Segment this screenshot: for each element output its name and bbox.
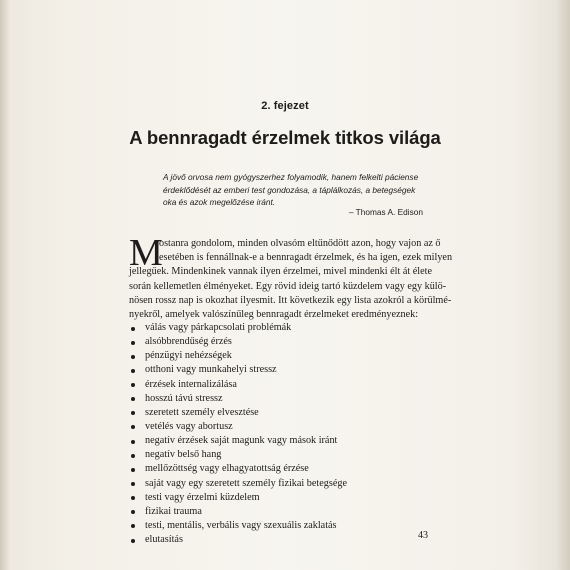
list-item-text: negatív belső hang xyxy=(145,449,222,461)
list-item xyxy=(129,434,429,448)
bullet-icon xyxy=(131,425,135,429)
list-item-text: testi vagy érzelmi küzdelem xyxy=(145,491,260,503)
list-item-text: testi, mentális, verbális vagy szexuális zaklatás xyxy=(145,519,337,531)
list-item xyxy=(129,491,429,505)
bullet-icon xyxy=(131,327,135,331)
list-item-text: fizikai trauma xyxy=(145,505,202,517)
list-item xyxy=(129,321,429,335)
list-item xyxy=(129,406,429,420)
bullet-icon xyxy=(131,369,135,373)
list-item xyxy=(129,448,429,462)
drop-cap: M xyxy=(129,232,163,274)
epigraph xyxy=(163,171,425,209)
body-line: során kellemetlen élményeket. Egy rövid ideig tartó küzdelem vagy egy külö- xyxy=(129,280,447,292)
list-item xyxy=(129,462,429,476)
list-item-text: érzések internalizálása xyxy=(145,378,237,390)
epigraph-line: oka és azok megelőzése iránt. xyxy=(163,197,276,207)
list-item-text: alsóbbrendűség érzés xyxy=(145,336,232,348)
list-item-text: negatív érzések saját magunk vagy mások iránt xyxy=(145,435,338,447)
bullet-icon xyxy=(131,355,135,359)
list-item-text: hosszú távú stressz xyxy=(145,392,223,404)
list-item xyxy=(129,349,429,363)
bullet-icon xyxy=(131,524,135,528)
bullet-icon xyxy=(131,397,135,401)
bullet-icon xyxy=(131,341,135,345)
chapter-label: 2. fejezet xyxy=(261,100,309,112)
bullet-list xyxy=(129,321,429,547)
bullet-icon xyxy=(131,454,135,458)
list-item-text: elutasítás xyxy=(145,534,183,546)
list-item xyxy=(129,335,429,349)
body-line: nösen rossz nap is okozhat ilyesmit. Itt következik egy lista azokról a körülmé- xyxy=(129,294,452,306)
list-item xyxy=(129,477,429,491)
bullet-icon xyxy=(131,510,135,514)
chapter-title: A bennragadt érzelmek titkos világa xyxy=(129,127,441,148)
list-item-text: saját vagy egy szeretett személy fizikai betegsége xyxy=(145,477,347,489)
body-paragraph xyxy=(129,237,453,322)
body-line: jellegűek. Mindenkinek vannak ilyen érzelmei, mivel mindenki élt át élete xyxy=(129,266,432,278)
list-item xyxy=(129,519,429,533)
list-item-text: válás vagy párkapcsolati problémák xyxy=(145,322,292,333)
list-item-text: otthoni vagy munkahelyi stressz xyxy=(145,364,277,376)
list-item xyxy=(129,378,429,392)
body-line: nyekről, amelyek valószínűleg bennragadt érzelmeket eredményeznek: xyxy=(129,308,419,320)
body-line: esetében is fennállnak-e a bennragadt érzelmek, és ha igen, ezek milyen xyxy=(159,252,453,264)
list-item xyxy=(129,505,429,519)
list-item xyxy=(129,420,429,434)
bullet-icon xyxy=(131,440,135,444)
list-item-text: pénzügyi nehézségek xyxy=(145,350,232,362)
body-line: ostanra gondolom, minden olvasóm eltűnődött azon, hogy vajon az ő xyxy=(159,238,441,249)
bullet-icon xyxy=(131,383,135,387)
bullet-icon xyxy=(131,539,135,543)
epigraph-line: érdeklődését az emberi test gondozása, a táplálkozás, a betegségek xyxy=(163,184,416,195)
epigraph-line: A jövő orvosa nem gyógyszerhez folyamodik, hanem felkelti páciense xyxy=(163,172,419,182)
bullet-icon xyxy=(131,468,135,472)
bullet-icon xyxy=(131,482,135,486)
list-item xyxy=(129,392,429,406)
list-item-text: szeretett személy elvesztése xyxy=(145,406,259,418)
list-item xyxy=(129,363,429,377)
bullet-icon xyxy=(131,496,135,500)
list-item xyxy=(129,533,429,547)
list-item-text: mellőzöttség vagy elhagyatottság érzése xyxy=(145,463,309,475)
epigraph-attribution: – Thomas A. Edison xyxy=(348,207,423,217)
bullet-icon xyxy=(131,411,135,415)
list-item-text: vetélés vagy abortusz xyxy=(145,420,233,432)
page-number: 43 xyxy=(418,530,428,541)
